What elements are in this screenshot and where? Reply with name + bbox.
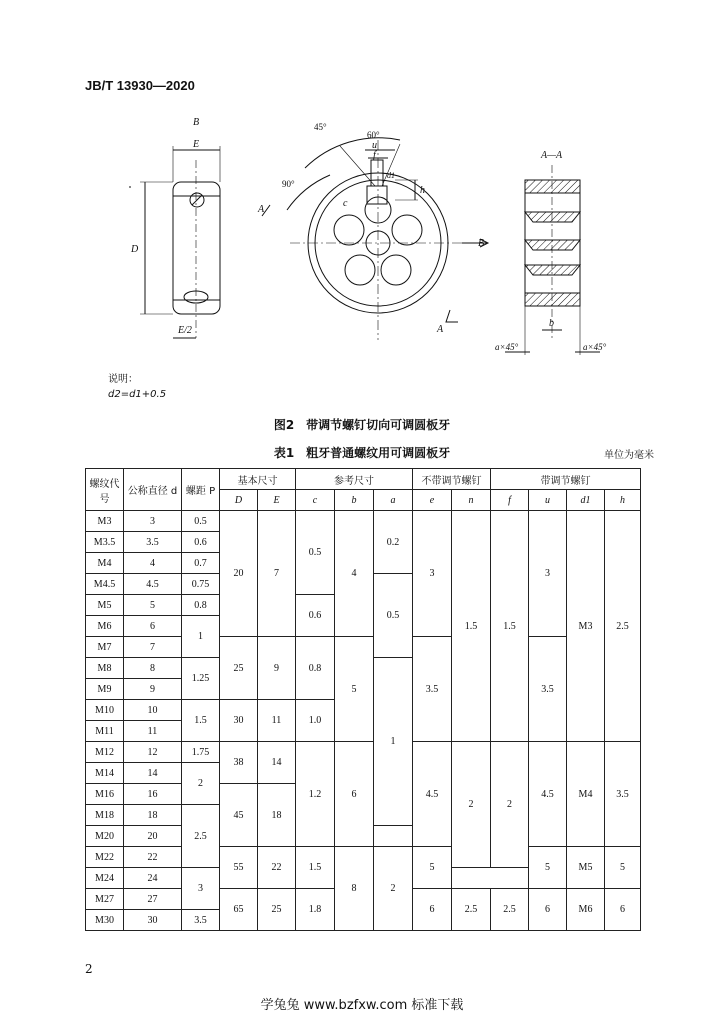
cell-dia: 4 <box>124 553 182 574</box>
label-a45-right: a×45° <box>583 342 607 352</box>
hdr-n: n <box>452 490 491 511</box>
cell-n: 2 <box>452 742 491 868</box>
cell-code: M30 <box>86 910 124 931</box>
cell-n: 1.5 <box>452 511 491 742</box>
cell-c: 0.5 <box>296 511 335 595</box>
hdr-basic: 基本尺寸 <box>220 469 296 490</box>
cell-code: M12 <box>86 742 124 763</box>
label-angle-60: 60° <box>367 130 380 140</box>
cell-dia: 6 <box>124 616 182 637</box>
label-B-arrow: B <box>478 238 485 249</box>
label-c: c <box>343 198 348 209</box>
cell-pitch: 0.6 <box>182 532 220 553</box>
cell-code: M18 <box>86 805 124 826</box>
cell-h: 3.5 <box>605 742 641 847</box>
label-A-left: A <box>258 204 265 215</box>
cell-code: M3 <box>86 511 124 532</box>
hdr-d1: d1 <box>567 490 605 511</box>
cell-code: M16 <box>86 784 124 805</box>
cell-u: 5 <box>529 847 567 889</box>
label-B: B <box>193 117 200 128</box>
cell-c: 1.2 <box>296 742 335 847</box>
cell-d1: M6 <box>567 889 605 931</box>
table-caption: 表1 粗牙普通螺纹用可调圆板牙 <box>273 446 451 460</box>
cell-code: M10 <box>86 700 124 721</box>
label-h: h <box>420 185 425 196</box>
cell-dia: 12 <box>124 742 182 763</box>
cell-code: M22 <box>86 847 124 868</box>
cell-dia: 18 <box>124 805 182 826</box>
hdr-E: E <box>258 490 296 511</box>
cell-E: 22 <box>258 847 296 889</box>
cell-dia: 3.5 <box>124 532 182 553</box>
cell-dia: 5 <box>124 595 182 616</box>
cell-a: 1 <box>374 658 413 826</box>
hdr-h: h <box>605 490 641 511</box>
cell-e: 4.5 <box>413 742 452 847</box>
hdr-u: u <box>529 490 567 511</box>
label-u: u <box>372 140 377 151</box>
cell-f: 2 <box>491 742 529 868</box>
standard-number: JB/T 13930—2020 <box>85 78 195 93</box>
cell-pitch: 2 <box>182 763 220 805</box>
cell-dia: 8 <box>124 658 182 679</box>
cell-E: 18 <box>258 784 296 847</box>
label-E: E <box>193 139 200 150</box>
cell-a: 0.5 <box>374 574 413 658</box>
cell-E: 11 <box>258 700 296 742</box>
cell-E: 14 <box>258 742 296 784</box>
cell-E: 7 <box>258 511 296 637</box>
cell-dia: 10 <box>124 700 182 721</box>
cell-code: M24 <box>86 868 124 889</box>
label-angle-90: 90° <box>282 179 295 189</box>
cell-b: 8 <box>335 847 374 931</box>
cell-e: 5 <box>413 847 452 889</box>
cell-pitch: 3 <box>182 868 220 910</box>
hdr-nominal-dia: 公称直径 d <box>124 469 182 511</box>
label-d1: d1 <box>387 171 395 180</box>
hdr-ref: 参考尺寸 <box>296 469 413 490</box>
cell-pitch: 1.75 <box>182 742 220 763</box>
hdr-with-screw: 带调节螺钉 <box>491 469 641 490</box>
label-D: D <box>131 244 139 255</box>
cell-pitch: 3.5 <box>182 910 220 931</box>
cell-c: 1.5 <box>296 847 335 889</box>
cell-code: M20 <box>86 826 124 847</box>
cell-a: 2 <box>374 847 413 931</box>
cell-c: 1.8 <box>296 889 335 931</box>
cell-b: 6 <box>335 742 374 847</box>
cell-u: 4.5 <box>529 742 567 847</box>
cell-h: 2.5 <box>605 511 641 742</box>
note-formula: d2=d1+0.5 <box>108 389 167 400</box>
hdr-b: b <box>335 490 374 511</box>
cell-h: 6 <box>605 889 641 931</box>
hdr-pitch: 螺距 P <box>182 469 220 511</box>
cell-E: 25 <box>258 889 296 931</box>
cell-code: M7 <box>86 637 124 658</box>
cell-b: 4 <box>335 511 374 637</box>
cell-code: M14 <box>86 763 124 784</box>
cell-dia: 24 <box>124 868 182 889</box>
cell-u: 6 <box>529 889 567 931</box>
cell-pitch: 0.75 <box>182 574 220 595</box>
label-a45-left: a×45° <box>495 342 519 352</box>
hdr-c: c <box>296 490 335 511</box>
cell-pitch: 0.5 <box>182 511 220 532</box>
cell-d1: M5 <box>567 847 605 889</box>
cell-code: M4 <box>86 553 124 574</box>
label-f: f <box>373 150 376 161</box>
cell-a: 0.2 <box>374 511 413 574</box>
page-number: 2 <box>85 962 93 976</box>
cell-code: M3.5 <box>86 532 124 553</box>
label-section: A—A <box>541 150 563 161</box>
cell-f: 2.5 <box>491 889 529 931</box>
cell-D: 45 <box>220 784 258 847</box>
figure-caption: 图2 带调节螺钉切向可调圆板牙 <box>273 418 451 432</box>
note-label: 说明： <box>108 374 138 385</box>
label-b: b <box>549 318 554 329</box>
cell-code: M4.5 <box>86 574 124 595</box>
cell-u: 3.5 <box>529 637 567 742</box>
cell-d1: M4 <box>567 742 605 847</box>
cell-pitch: 1.25 <box>182 658 220 700</box>
cell-D: 20 <box>220 511 258 637</box>
cell-code: M6 <box>86 616 124 637</box>
cell-D: 55 <box>220 847 258 889</box>
cell-dia: 20 <box>124 826 182 847</box>
cell-code: M5 <box>86 595 124 616</box>
cell-dia: 4.5 <box>124 574 182 595</box>
cell-c: 1.0 <box>296 700 335 742</box>
cell-c: 0.8 <box>296 637 335 700</box>
cell-d1: M3 <box>567 511 605 742</box>
cell-D: 38 <box>220 742 258 784</box>
hdr-a: a <box>374 490 413 511</box>
cell-dia: 16 <box>124 784 182 805</box>
cell-dia: 14 <box>124 763 182 784</box>
cell-pitch: 0.7 <box>182 553 220 574</box>
label-angle-45: 45° <box>314 122 327 132</box>
cell-D: 65 <box>220 889 258 931</box>
cell-E: 9 <box>258 637 296 700</box>
cell-pitch: 0.8 <box>182 595 220 616</box>
footer-watermark: 学兔兔 www.bzfxw.com 标准下载 <box>260 998 464 1013</box>
cell-pitch: 1 <box>182 616 220 658</box>
cell-u: 3 <box>529 511 567 637</box>
cell-code: M11 <box>86 721 124 742</box>
cell-code: M27 <box>86 889 124 910</box>
cell-code: M9 <box>86 679 124 700</box>
cell-dia: 3 <box>124 511 182 532</box>
cell-n: 2.5 <box>452 889 491 931</box>
cell-pitch: 2.5 <box>182 805 220 868</box>
cell-e: 6 <box>413 889 452 931</box>
cell-f: 1.5 <box>491 511 529 742</box>
cell-code: M8 <box>86 658 124 679</box>
cell-b: 5 <box>335 637 374 742</box>
cell-D: 25 <box>220 637 258 700</box>
die-drawing <box>0 100 724 405</box>
cell-e: 3.5 <box>413 637 452 742</box>
table-unit: 单位为毫米 <box>604 450 654 461</box>
cell-dia: 7 <box>124 637 182 658</box>
cell-dia: 22 <box>124 847 182 868</box>
cell-c: 0.6 <box>296 595 335 637</box>
cell-dia: 11 <box>124 721 182 742</box>
hdr-thread-code: 螺纹代号 <box>86 469 124 511</box>
hdr-no-screw: 不带调节螺钉 <box>413 469 491 490</box>
label-A-bottom: A <box>437 324 444 335</box>
cell-dia: 27 <box>124 889 182 910</box>
hdr-f: f <box>491 490 529 511</box>
cell-D: 30 <box>220 700 258 742</box>
label-E-half: E/2 <box>178 325 192 336</box>
die-spec-table <box>85 468 641 931</box>
cell-dia: 30 <box>124 910 182 931</box>
cell-h: 5 <box>605 847 641 889</box>
cell-dia: 9 <box>124 679 182 700</box>
cell-e: 3 <box>413 511 452 637</box>
hdr-D: D <box>220 490 258 511</box>
hdr-e: e <box>413 490 452 511</box>
cell-pitch: 1.5 <box>182 700 220 742</box>
